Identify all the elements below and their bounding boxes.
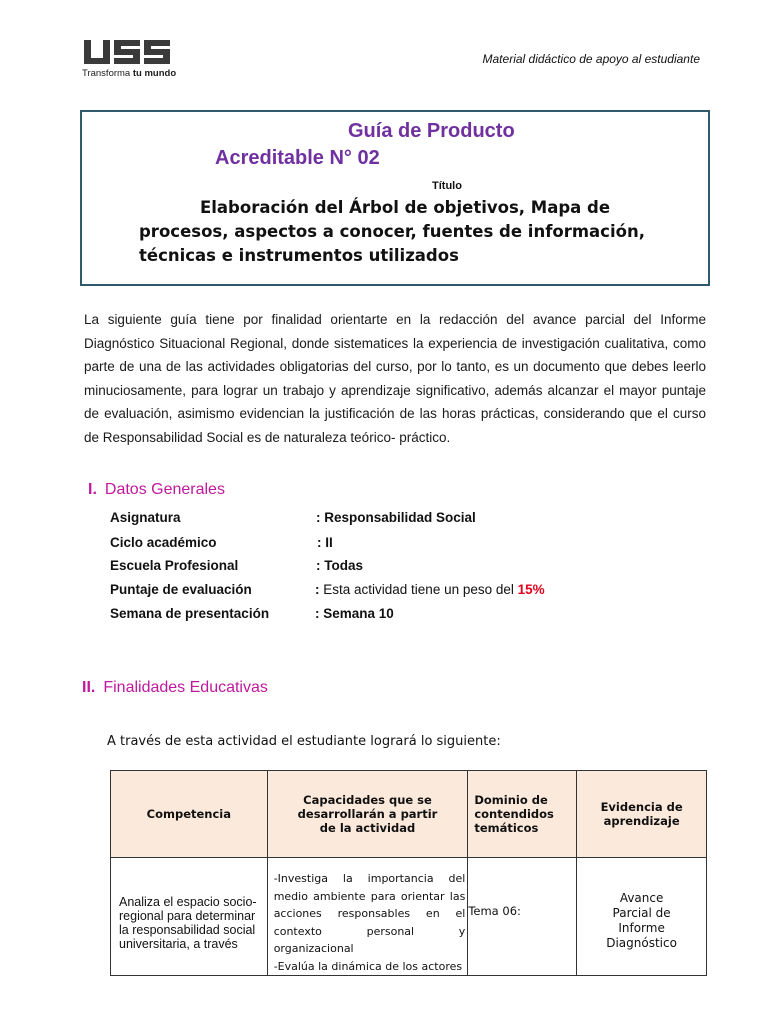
info-row-semana: Semana de presentación : Semana 10 xyxy=(110,606,394,621)
info-row-asignatura: Asignatura : Responsabilidad Social xyxy=(110,510,476,525)
subtitle-line: Elaboración del Árbol de objetivos, Mapa de xyxy=(200,198,611,217)
header-capacidades: Capacidades que se desarrollarán a partir de la actividad xyxy=(267,771,468,858)
header-dominio: Dominio de contendidos temáticos xyxy=(468,771,577,858)
guide-title-line2: Acreditable N° 02 xyxy=(215,147,380,169)
info-row-escuela: Escuela Profesional : Todas xyxy=(110,558,363,573)
guide-subtitle xyxy=(139,196,699,268)
subtitle-line: procesos, aspectos a conocer, fuentes de información, xyxy=(139,222,645,241)
section-heading-finalidades: II. Finalidades Educativas xyxy=(82,679,268,696)
header-note: Material didáctico de apoyo al estudiante xyxy=(482,52,700,66)
logo-tagline: Transforma tu mundo xyxy=(82,68,177,79)
header-competencia: Competencia xyxy=(111,771,268,858)
section2-lead: A través de esta actividad el estudiante logrará lo siguiente: xyxy=(107,734,501,749)
title-box xyxy=(80,110,710,286)
guide-title-line1: Guía de Producto xyxy=(348,120,515,142)
cell-dominio: Tema 06: xyxy=(468,858,577,976)
info-row-puntaje: Puntaje de evaluación : Esta actividad tiene un peso del 15% xyxy=(110,582,545,597)
intro-paragraph: La siguiente guía tiene por finalidad orientarte en la redacción del avance parcial del Informe Diagnóstico Situacional Regional, donde sistematices la experiencia de investigación cualitativa, como parte de una de las actividades obligatorias del curso, por lo tanto, es un documento que debes leerlo minuciosamente, para lograr un trabajo y aprendizaje significativo, además alcanzar el mayor puntaje de evaluación, asimismo evidencian la justificación de las horas prácticas, considerando que el curso de Responsabilidad Social es de naturaleza teórico- práctico. xyxy=(84,312,706,445)
header-evidencia: Evidencia de aprendizaje xyxy=(577,771,707,858)
competencies-table xyxy=(110,770,707,976)
weight-percent: 15% xyxy=(517,582,545,597)
titulo-label: Título xyxy=(432,180,462,192)
info-row-ciclo: Ciclo académico : II xyxy=(110,535,333,550)
section-heading-datos-generales: I. Datos Generales xyxy=(88,481,225,498)
subtitle-line: técnicas e instrumentos utilizados xyxy=(139,246,459,265)
table-row xyxy=(111,858,707,976)
cell-competencia: Analiza el espacio socio-regional para determinar la responsabilidad social universitaria, a través xyxy=(111,858,268,976)
cell-evidencia: Avance Parcial de Informe Diagnóstico xyxy=(577,858,707,976)
table-header-row xyxy=(111,771,707,858)
cell-capacidades: -Investiga la importancia del medio ambiente para orientar las acciones responsables en el contexto personal y organizacional -Evalúa la dinámica de los actores xyxy=(267,858,468,976)
